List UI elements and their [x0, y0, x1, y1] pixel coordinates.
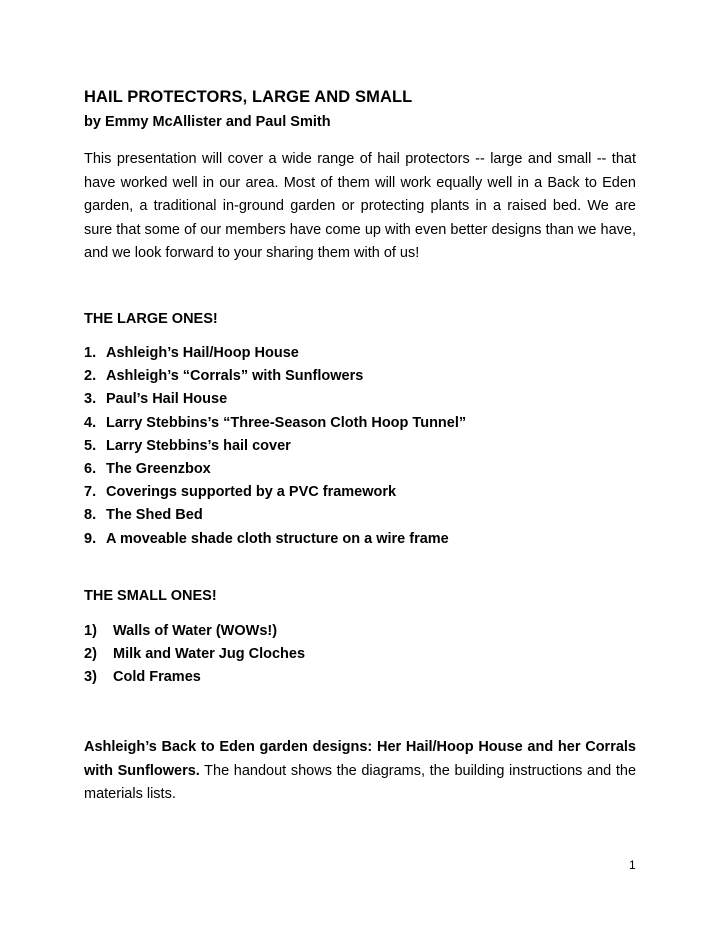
large-section-heading: THE LARGE ONES!	[84, 311, 218, 327]
list-item-number: 7.	[84, 484, 97, 501]
list-item-number: 5.	[84, 437, 97, 454]
intro-paragraph: This presentation will cover a wide range of hail protectors -- large and small -- that have worked well in our area. Most of them will work equally well in a Back to Eden garden, a traditional in-ground garden or protecting plants in a raised bed. We are sure that some of our members have come up with even better designs than we have, and we look forward to your sharing them with of us!	[84, 151, 636, 261]
list-item-number: 4.	[84, 414, 97, 431]
list-item-text: Coverings supported by a PVC framework	[106, 484, 397, 501]
list-item	[84, 388, 466, 411]
list-item-number: 1.	[84, 345, 97, 361]
closing-bold-text: Ashleigh’s Back to Eden garden designs: Her Hail/Hoop House and her Corrals with Sunflowers.	[84, 739, 636, 779]
document-byline: by Emmy McAllister and Paul Smith	[84, 114, 331, 130]
list-item	[84, 620, 305, 643]
list-item-number: 8.	[84, 507, 97, 524]
list-item-number: 3.	[84, 391, 97, 408]
list-item-text: The Greenzbox	[106, 460, 211, 477]
list-item-number: 2)	[84, 646, 97, 663]
list-item-text: Paul’s Hail House	[106, 391, 228, 408]
list-item	[84, 666, 305, 689]
list-item-text: Larry Stebbins’s “Three-Season Cloth Hoop Tunnel”	[106, 414, 467, 431]
list-item-number: 3)	[84, 669, 97, 686]
document-title: HAIL PROTECTORS, LARGE AND SMALL	[84, 88, 413, 106]
list-item	[84, 458, 466, 481]
list-item-text: Ashleigh’s “Corrals” with Sunflowers	[106, 368, 364, 385]
list-item	[84, 481, 466, 504]
list-item-number: 6.	[84, 460, 97, 477]
large-list	[84, 342, 466, 551]
list-item-text: Larry Stebbins’s hail cover	[106, 437, 291, 454]
list-item	[84, 342, 466, 365]
list-item	[84, 412, 466, 435]
list-item-text: Cold Frames	[113, 669, 201, 686]
list-item	[84, 435, 466, 458]
list-item	[84, 643, 305, 666]
closing-normal-text: The handout shows the diagrams, the building instructions and the materials lists.	[84, 762, 637, 802]
list-item-number: 9.	[84, 530, 97, 547]
list-item-number: 1)	[84, 623, 97, 639]
small-list	[84, 620, 305, 690]
closing-paragraph	[84, 736, 636, 807]
list-item-text: A moveable shade cloth structure on a wire frame	[106, 530, 449, 547]
list-item	[84, 528, 466, 551]
list-item	[84, 365, 466, 388]
list-item	[84, 504, 466, 527]
list-item-text: The Shed Bed	[106, 507, 203, 524]
list-item-number: 2.	[84, 368, 97, 385]
list-item-text: Walls of Water (WOWs!)	[113, 623, 278, 639]
small-section-heading: THE SMALL ONES!	[84, 588, 217, 604]
list-item-text: Milk and Water Jug Cloches	[113, 646, 306, 663]
page-number: 1	[629, 858, 636, 872]
list-item-text: Ashleigh’s Hail/Hoop House	[106, 345, 299, 361]
